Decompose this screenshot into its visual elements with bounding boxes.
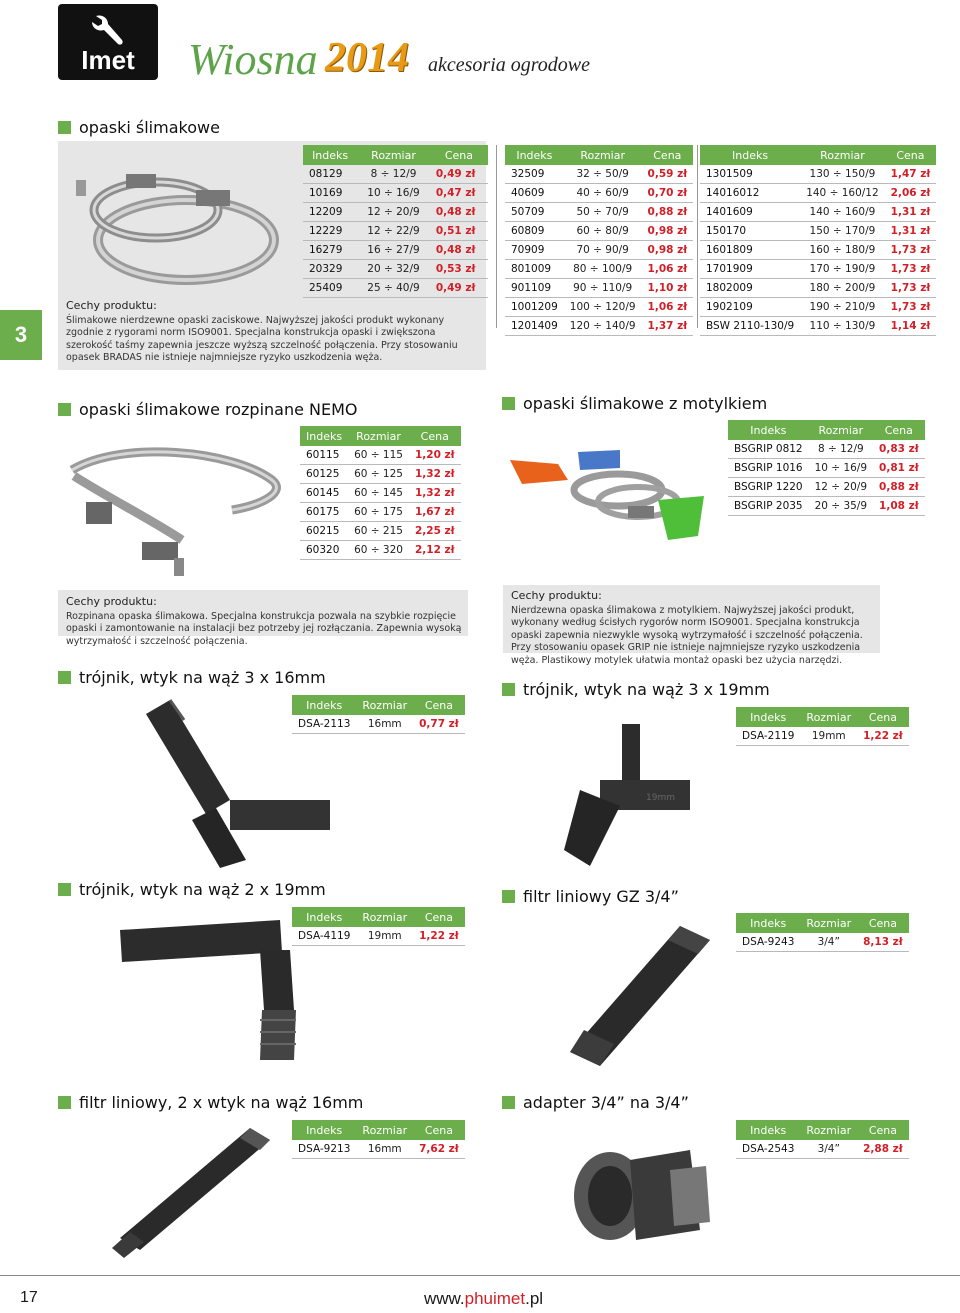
cell-size: 60 ÷ 215 bbox=[348, 522, 409, 541]
cell-price: 0,49 zł bbox=[430, 279, 488, 298]
col-size: Rozmiar bbox=[356, 1120, 413, 1140]
col-size: Rozmiar bbox=[357, 145, 430, 165]
clamps-table-1 bbox=[303, 145, 488, 298]
table-row bbox=[505, 222, 693, 241]
cell-size: 170 ÷ 190/9 bbox=[800, 260, 884, 279]
grip-clamp-image bbox=[508, 440, 720, 550]
cell-size: 60 ÷ 80/9 bbox=[564, 222, 642, 241]
table-row bbox=[303, 260, 488, 279]
tee16-image bbox=[130, 690, 340, 870]
cell-index: 16279 bbox=[303, 241, 357, 260]
cell-index: 60145 bbox=[300, 484, 348, 503]
table-row bbox=[505, 260, 693, 279]
table-row bbox=[700, 165, 936, 184]
cell-price: 0,53 zł bbox=[430, 260, 488, 279]
cell-size: 60 ÷ 175 bbox=[348, 503, 409, 522]
cell-price: 1,22 zł bbox=[857, 727, 909, 746]
cell-size: 16 ÷ 27/9 bbox=[357, 241, 430, 260]
bullet-square-icon bbox=[58, 883, 71, 896]
col-size: Rozmiar bbox=[356, 695, 413, 715]
table-row bbox=[300, 503, 461, 522]
cell-index: BSGRIP 0812 bbox=[728, 440, 809, 459]
cell-index: 20329 bbox=[303, 260, 357, 279]
col-price: Cena bbox=[857, 913, 909, 933]
cell-index: 1701909 bbox=[700, 260, 800, 279]
table-row bbox=[505, 165, 693, 184]
cell-price: 0,48 zł bbox=[430, 203, 488, 222]
table-row bbox=[728, 478, 925, 497]
size-mark: 19mm bbox=[646, 793, 675, 803]
grip-features bbox=[511, 590, 875, 667]
cell-index: 12229 bbox=[303, 222, 357, 241]
cell-price: 1,31 zł bbox=[885, 222, 937, 241]
cell-size: 12 ÷ 22/9 bbox=[357, 222, 430, 241]
cell-size: 60 ÷ 320 bbox=[348, 541, 409, 560]
cell-price: 1,47 zł bbox=[885, 165, 937, 184]
col-size: Rozmiar bbox=[348, 426, 409, 446]
col-size: Rozmiar bbox=[800, 145, 884, 165]
cell-index: BSGRIP 1220 bbox=[728, 478, 809, 497]
cell-size: 16mm bbox=[356, 715, 413, 734]
table-row bbox=[700, 222, 936, 241]
table-row bbox=[300, 541, 461, 560]
cell-price: 2,25 zł bbox=[409, 522, 461, 541]
cell-price: 1,73 zł bbox=[885, 279, 937, 298]
col-price: Cena bbox=[857, 707, 909, 727]
cell-size: 12 ÷ 20/9 bbox=[357, 203, 430, 222]
col-price: Cena bbox=[409, 426, 461, 446]
cell-price: 0,88 zł bbox=[642, 203, 694, 222]
filter16-title: filtr liniowy, 2 x wtyk na wąż 16mm bbox=[58, 1093, 363, 1112]
col-price: Cena bbox=[413, 1120, 465, 1140]
col-index: Indeks bbox=[728, 420, 809, 440]
cell-price: 1,06 zł bbox=[642, 260, 694, 279]
filter34-title: filtr liniowy GZ 3/4” bbox=[502, 887, 679, 906]
col-price: Cena bbox=[430, 145, 488, 165]
tee19-table bbox=[736, 707, 909, 746]
cell-price: 0,77 zł bbox=[413, 715, 465, 734]
filter34-image bbox=[560, 920, 720, 1070]
table-row bbox=[728, 497, 925, 516]
tee19-image bbox=[560, 720, 700, 870]
col-price: Cena bbox=[857, 1120, 909, 1140]
footer-divider bbox=[0, 1275, 960, 1276]
cell-price: 1,37 zł bbox=[642, 317, 694, 336]
cell-size: 60 ÷ 145 bbox=[348, 484, 409, 503]
cell-size: 50 ÷ 70/9 bbox=[564, 203, 642, 222]
cell-price: 0,70 zł bbox=[642, 184, 694, 203]
cell-price: 1,20 zł bbox=[409, 446, 461, 465]
col-index: Indeks bbox=[736, 913, 800, 933]
table-row bbox=[505, 279, 693, 298]
table-row bbox=[700, 279, 936, 298]
cell-size: 19mm bbox=[800, 727, 857, 746]
cell-price: 2,12 zł bbox=[409, 541, 461, 560]
cell-index: BSGRIP 1016 bbox=[728, 459, 809, 478]
bullet-square-icon bbox=[502, 397, 515, 410]
filter16-table bbox=[292, 1120, 465, 1159]
table-row bbox=[700, 298, 936, 317]
cell-price: 0,59 zł bbox=[642, 165, 694, 184]
column-divider bbox=[697, 145, 698, 328]
table-row bbox=[700, 241, 936, 260]
col-price: Cena bbox=[885, 145, 937, 165]
table-row bbox=[292, 1140, 465, 1159]
col-index: Indeks bbox=[505, 145, 564, 165]
features-text: Ślimakowe nierdzewne opaski zaciskowe. Najwyższej jakości produkt wykonany zgodnie z rygorami norm ISO9001. Specjalna konstrukcja opaski i zwiększona szerokość taśmy zapewnia jeszcze wyższą szczelność połączenia. Przy stosowaniu opasek BRADAS nie istnieje najmniejsze ryzyko uszkodzenia węża. bbox=[66, 314, 458, 363]
brand-name: Imet bbox=[81, 45, 135, 75]
cell-size: 110 ÷ 130/9 bbox=[800, 317, 884, 336]
features-text: Rozpinana opaska ślimakowa. Specjalna konstrukcja pozwala na szybkie rozpięcie opaski i zamontowanie na instalacji bez potrzeby jej rozłączania. Zapewnia wysoką wytrzymałość i szczelność połączenia. bbox=[66, 610, 462, 647]
cell-size: 190 ÷ 210/9 bbox=[800, 298, 884, 317]
table-row bbox=[505, 184, 693, 203]
cell-index: 801009 bbox=[505, 260, 564, 279]
cell-size: 60 ÷ 125 bbox=[348, 465, 409, 484]
cell-index: 60320 bbox=[300, 541, 348, 560]
table-row bbox=[505, 203, 693, 222]
col-index: Indeks bbox=[292, 907, 356, 927]
cell-size: 140 ÷ 160/9 bbox=[800, 203, 884, 222]
cell-index: BSW 2110-130/9 bbox=[700, 317, 800, 336]
features-heading: Cechy produktu: bbox=[66, 595, 157, 608]
table-row bbox=[736, 1140, 909, 1159]
col-size: Rozmiar bbox=[800, 1120, 857, 1140]
cell-size: 130 ÷ 150/9 bbox=[800, 165, 884, 184]
page-number: 17 bbox=[20, 1289, 38, 1306]
cell-index: 1001209 bbox=[505, 298, 564, 317]
cell-price: 1,22 zł bbox=[413, 927, 465, 946]
cell-size: 20 ÷ 35/9 bbox=[809, 497, 873, 516]
cell-size: 90 ÷ 110/9 bbox=[564, 279, 642, 298]
imet-logo bbox=[58, 4, 158, 80]
cell-index: 60809 bbox=[505, 222, 564, 241]
cell-price: 1,08 zł bbox=[873, 497, 925, 516]
table-row bbox=[300, 522, 461, 541]
cell-size: 140 ÷ 160/12 bbox=[800, 184, 884, 203]
cell-index: 1902109 bbox=[700, 298, 800, 317]
col-index: Indeks bbox=[292, 1120, 356, 1140]
cell-size: 160 ÷ 180/9 bbox=[800, 241, 884, 260]
cell-price: 0,51 zł bbox=[430, 222, 488, 241]
clamps-table-3 bbox=[700, 145, 936, 336]
cell-index: 40609 bbox=[505, 184, 564, 203]
cell-size: 80 ÷ 100/9 bbox=[564, 260, 642, 279]
col-price: Cena bbox=[642, 145, 694, 165]
bullet-square-icon bbox=[502, 890, 515, 903]
table-row bbox=[303, 184, 488, 203]
cell-index: 60175 bbox=[300, 503, 348, 522]
table-row bbox=[300, 465, 461, 484]
url-prefix: www. bbox=[424, 1289, 465, 1308]
cell-size: 25 ÷ 40/9 bbox=[357, 279, 430, 298]
tee19-title: trójnik, wtyk na wąż 3 x 19mm bbox=[502, 680, 770, 699]
table-row bbox=[303, 241, 488, 260]
cell-price: 1,14 zł bbox=[885, 317, 937, 336]
adapter-title: adapter 3/4” na 3/4” bbox=[502, 1093, 689, 1112]
cell-price: 1,73 zł bbox=[885, 260, 937, 279]
table-row bbox=[303, 203, 488, 222]
cell-price: 0,47 zł bbox=[430, 184, 488, 203]
table-row bbox=[303, 165, 488, 184]
col-index: Indeks bbox=[736, 1120, 800, 1140]
clamp-image bbox=[66, 160, 296, 290]
cell-index: 10169 bbox=[303, 184, 357, 203]
table-row bbox=[728, 459, 925, 478]
col-index: Indeks bbox=[700, 145, 800, 165]
cell-price: 0,49 zł bbox=[430, 165, 488, 184]
nemo-title: opaski ślimakowe rozpinane NEMO bbox=[58, 400, 358, 419]
cell-index: 1201409 bbox=[505, 317, 564, 336]
tee2x19-image bbox=[110, 900, 320, 1070]
cell-size: 32 ÷ 50/9 bbox=[564, 165, 642, 184]
clamps-table-2 bbox=[505, 145, 693, 336]
cell-size: 8 ÷ 12/9 bbox=[809, 440, 873, 459]
cell-index: 1301509 bbox=[700, 165, 800, 184]
cell-price: 2,06 zł bbox=[885, 184, 937, 203]
url-brand: phuimet bbox=[464, 1289, 526, 1308]
nemo-features bbox=[66, 596, 464, 648]
filter16-image bbox=[100, 1120, 280, 1260]
table-row bbox=[700, 184, 936, 203]
cell-size: 12 ÷ 20/9 bbox=[809, 478, 873, 497]
cell-size: 150 ÷ 170/9 bbox=[800, 222, 884, 241]
features-text: Nierdzewna opaska ślimakowa z motylkiem. Najwyższej jakości produkt, wykonany według ścisłych rygorów norm ISO9001. Specjalna konstrukcja opaski zapewnia niezwykle wysoką wytrzymałość i szczelność połączenia. Przy stosowaniu opasek GRIP nie istnieje najmniejsze ryzyko uszkodzenia węża. Plastikowy motylek ułatwia montaż opaski bez użycia narzędzi. bbox=[511, 604, 863, 666]
table-row bbox=[303, 222, 488, 241]
table-row bbox=[736, 933, 909, 952]
cell-index: DSA-2119 bbox=[736, 727, 800, 746]
cell-index: 50709 bbox=[505, 203, 564, 222]
cell-size: 16mm bbox=[356, 1140, 413, 1159]
cell-price: 1,06 zł bbox=[642, 298, 694, 317]
cell-index: 60215 bbox=[300, 522, 348, 541]
cell-price: 0,48 zł bbox=[430, 241, 488, 260]
cell-size: 70 ÷ 90/9 bbox=[564, 241, 642, 260]
col-size: Rozmiar bbox=[800, 913, 857, 933]
cell-price: 0,81 zł bbox=[873, 459, 925, 478]
cell-index: 32509 bbox=[505, 165, 564, 184]
cell-size: 3/4” bbox=[800, 1140, 857, 1159]
table-row bbox=[700, 317, 936, 336]
url-suffix: .pl bbox=[525, 1289, 544, 1308]
cell-size: 180 ÷ 200/9 bbox=[800, 279, 884, 298]
cell-index: 1401609 bbox=[700, 203, 800, 222]
bullet-square-icon bbox=[58, 1096, 71, 1109]
cell-price: 7,62 zł bbox=[413, 1140, 465, 1159]
header-title: Wiosna bbox=[188, 35, 318, 84]
cell-index: DSA-9213 bbox=[292, 1140, 356, 1159]
cell-index: 60125 bbox=[300, 465, 348, 484]
table-row bbox=[700, 260, 936, 279]
col-size: Rozmiar bbox=[800, 707, 857, 727]
table-row bbox=[505, 298, 693, 317]
grip-table bbox=[728, 420, 925, 516]
cell-price: 1,32 zł bbox=[409, 484, 461, 503]
cell-price: 1,73 zł bbox=[885, 298, 937, 317]
table-row bbox=[300, 446, 461, 465]
col-size: Rozmiar bbox=[809, 420, 873, 440]
cell-index: 1601809 bbox=[700, 241, 800, 260]
table-row bbox=[303, 279, 488, 298]
tee16-title: trójnik, wtyk na wąż 3 x 16mm bbox=[58, 668, 326, 687]
cell-index: DSA-2543 bbox=[736, 1140, 800, 1159]
grip-title: opaski ślimakowe z motylkiem bbox=[502, 394, 767, 413]
cell-size: 10 ÷ 16/9 bbox=[809, 459, 873, 478]
cell-size: 10 ÷ 16/9 bbox=[357, 184, 430, 203]
cell-index: 1802009 bbox=[700, 279, 800, 298]
cell-size: 8 ÷ 12/9 bbox=[357, 165, 430, 184]
cell-size: 19mm bbox=[356, 927, 413, 946]
cell-size: 120 ÷ 140/9 bbox=[564, 317, 642, 336]
col-index: Indeks bbox=[292, 695, 356, 715]
table-row bbox=[700, 203, 936, 222]
col-size: Rozmiar bbox=[564, 145, 642, 165]
cell-price: 1,32 zł bbox=[409, 465, 461, 484]
cell-index: 08129 bbox=[303, 165, 357, 184]
col-index: Indeks bbox=[303, 145, 357, 165]
clamps-title: opaski ślimakowe bbox=[58, 118, 220, 137]
cell-price: 0,98 zł bbox=[642, 241, 694, 260]
table-row bbox=[505, 241, 693, 260]
clamps-features bbox=[66, 300, 478, 365]
cell-price: 2,88 zł bbox=[857, 1140, 909, 1159]
col-price: Cena bbox=[413, 695, 465, 715]
table-row bbox=[728, 440, 925, 459]
cell-price: 8,13 zł bbox=[857, 933, 909, 952]
nemo-table bbox=[300, 426, 461, 560]
bullet-square-icon bbox=[58, 671, 71, 684]
tee2x19-title: trójnik, wtyk na wąż 2 x 19mm bbox=[58, 880, 326, 899]
cell-index: 60115 bbox=[300, 446, 348, 465]
cell-price: 1,73 zł bbox=[885, 241, 937, 260]
bullet-square-icon bbox=[58, 403, 71, 416]
header-year: 2014 bbox=[325, 35, 409, 81]
table-row bbox=[300, 484, 461, 503]
features-heading: Cechy produktu: bbox=[66, 299, 157, 312]
section-tab: 3 bbox=[0, 310, 42, 360]
col-price: Cena bbox=[413, 907, 465, 927]
cell-size: 20 ÷ 32/9 bbox=[357, 260, 430, 279]
col-index: Indeks bbox=[736, 707, 800, 727]
bullet-square-icon bbox=[58, 121, 71, 134]
cell-index: BSGRIP 2035 bbox=[728, 497, 809, 516]
filter34-table bbox=[736, 913, 909, 952]
table-row bbox=[736, 727, 909, 746]
col-size: Rozmiar bbox=[356, 907, 413, 927]
table-row bbox=[505, 317, 693, 336]
cell-size: 3/4” bbox=[800, 933, 857, 952]
cell-index: DSA-4119 bbox=[292, 927, 356, 946]
col-index: Indeks bbox=[300, 426, 348, 446]
bullet-square-icon bbox=[502, 1096, 515, 1109]
cell-index: 14016012 bbox=[700, 184, 800, 203]
cell-size: 40 ÷ 60/9 bbox=[564, 184, 642, 203]
col-price: Cena bbox=[873, 420, 925, 440]
cell-index: DSA-2113 bbox=[292, 715, 356, 734]
header-subtitle: akcesoria ogrodowe bbox=[428, 54, 591, 76]
cell-price: 1,67 zł bbox=[409, 503, 461, 522]
cell-price: 0,98 zł bbox=[642, 222, 694, 241]
cell-price: 1,31 zł bbox=[885, 203, 937, 222]
nemo-clamp-image bbox=[62, 430, 292, 580]
cell-size: 100 ÷ 120/9 bbox=[564, 298, 642, 317]
bullet-square-icon bbox=[502, 683, 515, 696]
adapter-table bbox=[736, 1120, 909, 1159]
cell-price: 0,88 zł bbox=[873, 478, 925, 497]
cell-price: 1,10 zł bbox=[642, 279, 694, 298]
footer-url[interactable] bbox=[424, 1289, 543, 1309]
cell-size: 60 ÷ 115 bbox=[348, 446, 409, 465]
cell-index: 70909 bbox=[505, 241, 564, 260]
adapter-image bbox=[560, 1130, 720, 1260]
cell-index: 25409 bbox=[303, 279, 357, 298]
cell-price: 0,83 zł bbox=[873, 440, 925, 459]
cell-index: DSA-9243 bbox=[736, 933, 800, 952]
features-heading: Cechy produktu: bbox=[511, 589, 602, 602]
cell-index: 901109 bbox=[505, 279, 564, 298]
cell-index: 12209 bbox=[303, 203, 357, 222]
cell-index: 150170 bbox=[700, 222, 800, 241]
column-divider bbox=[496, 145, 497, 328]
